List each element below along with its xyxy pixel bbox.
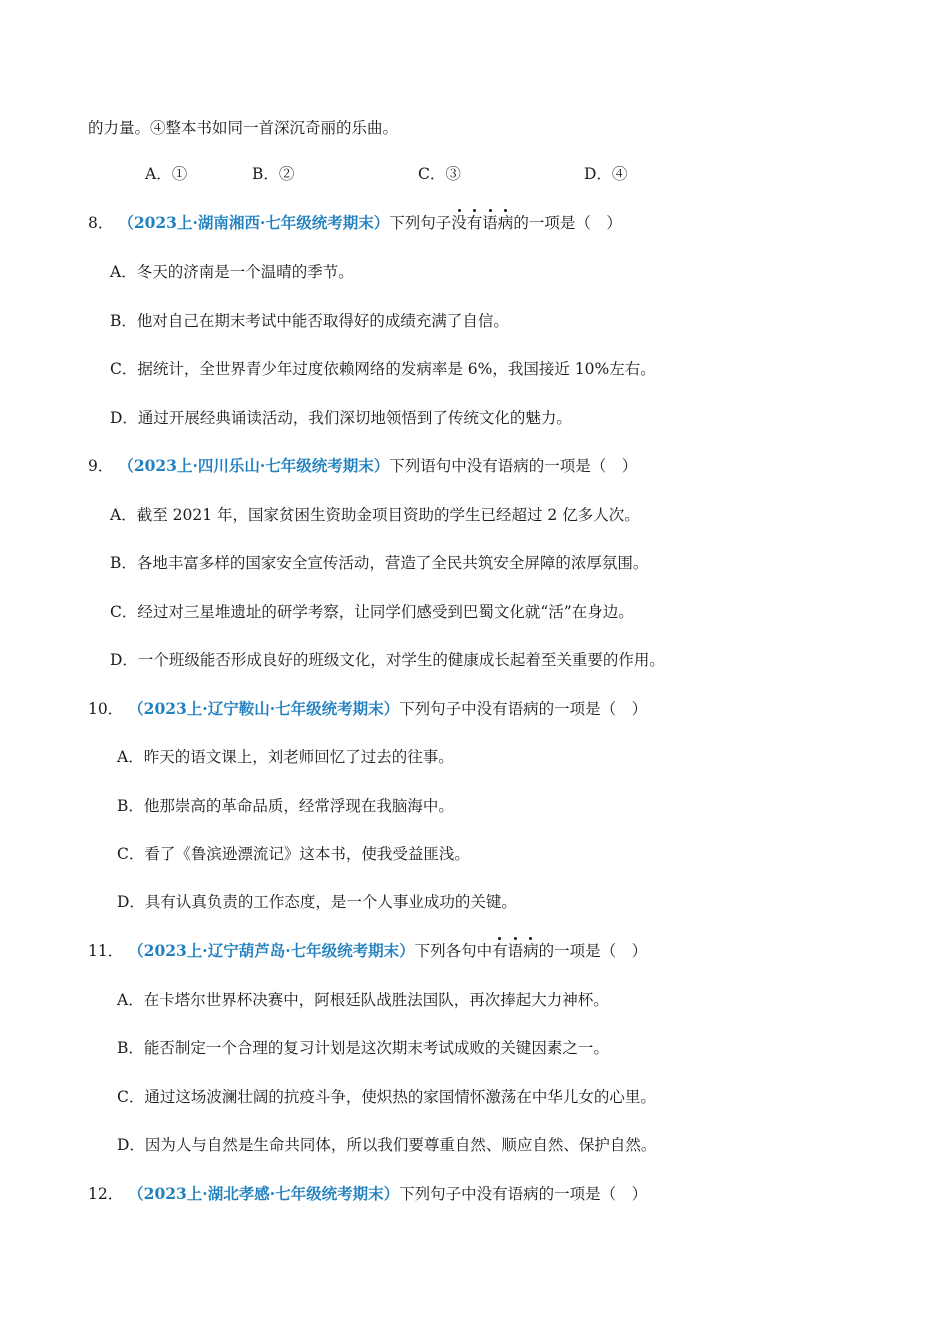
question-8-option-a[interactable]: A．冬天的济南是一个温晴的季节。: [110, 263, 354, 281]
question-8-stem: [88, 213, 622, 233]
question-source: （2023上·辽宁鞍山·七年级统考期末）: [128, 699, 400, 718]
question-stem-text: 下列句子中没有语病的一项是（ ）: [399, 700, 648, 718]
question-9-option-d[interactable]: D．一个班级能否形成良好的班级文化，对学生的健康成长起着至关重要的作用。: [110, 651, 665, 669]
intro-option-a[interactable]: A．①: [145, 165, 188, 183]
question-10-stem: [88, 699, 647, 719]
question-12-stem: [88, 1184, 647, 1204]
question-11-option-a[interactable]: A．在卡塔尔世界杯决赛中，阿根廷队战胜法国队，再次捧起大力神杯。: [117, 991, 609, 1009]
question-number: 10．: [88, 700, 124, 718]
question-10-option-c[interactable]: C．看了《鲁滨逊漂流记》这本书，使我受益匪浅。: [117, 845, 470, 863]
question-number: 8．: [88, 214, 114, 232]
question-11-option-c[interactable]: C．通过这场波澜壮阔的抗疫斗争，使炽热的家国情怀激荡在中华儿女的心里。: [117, 1088, 656, 1106]
question-number: 11．: [88, 942, 124, 960]
question-8-option-b[interactable]: B．他对自己在期末考试中能否取得好的成绩充满了自信。: [110, 312, 509, 330]
intro-option-b[interactable]: B．②: [252, 165, 295, 183]
question-9-option-a[interactable]: A．截至 2021 年，国家贫困生资助金项目资助的学生已经超过 2 亿多人次。: [110, 506, 640, 524]
emphasis-char: 有: [466, 214, 483, 232]
question-9-stem: [88, 456, 637, 476]
question-source: （2023上·湖北孝感·七年级统考期末）: [128, 1184, 400, 1203]
question-stem-tail: 的一项是（ ）: [538, 942, 648, 960]
question-10-option-a[interactable]: A．昨天的语文课上，刘老师回忆了过去的往事。: [117, 748, 454, 766]
question-source: （2023上·四川乐山·七年级统考期末）: [118, 456, 390, 475]
question-11-option-b[interactable]: B．能否制定一个合理的复习计划是这次期末考试成败的关键因素之一。: [117, 1039, 609, 1057]
question-source: （2023上·湖南湘西·七年级统考期末）: [118, 213, 390, 232]
intro-option-d[interactable]: D．④: [584, 165, 628, 183]
emphasis-char: 病: [523, 942, 539, 960]
question-10-option-b[interactable]: B．他那崇高的革命品质，经常浮现在我脑海中。: [117, 797, 454, 815]
question-number: 9．: [88, 457, 114, 475]
emphasis-char: 语: [507, 942, 524, 960]
question-9-option-c[interactable]: C．经过对三星堆遗址的研学考察，让同学们感受到巴蜀文化就“活”在身边。: [110, 603, 634, 621]
question-stem-text: 下列各句中: [414, 942, 493, 960]
emphasis-char: 病: [497, 214, 514, 232]
intro-continuation: 的力量。④整本书如同一首深沉奇丽的乐曲。: [88, 119, 399, 137]
question-stem-tail: 的一项是（ ）: [513, 214, 622, 232]
emphasis-char: 语: [482, 214, 498, 232]
question-9-option-b[interactable]: B．各地丰富多样的国家安全宣传活动，营造了全民共筑安全屏障的浓厚氛围。: [110, 554, 649, 572]
emphasis-char: 有: [492, 942, 508, 960]
question-stem-text: 下列句子中没有语病的一项是（ ）: [399, 1185, 648, 1203]
question-8-option-d[interactable]: D．通过开展经典诵读活动，我们深切地领悟到了传统文化的魅力。: [110, 409, 572, 427]
question-stem-text: 下列语句中没有语病的一项是（ ）: [389, 457, 638, 475]
intro-option-c[interactable]: C．③: [418, 165, 461, 183]
question-number: 12．: [88, 1185, 124, 1203]
emphasis-char: 没: [451, 214, 467, 232]
question-stem-text: 下列句子: [389, 214, 452, 232]
question-10-option-d[interactable]: D．具有认真负责的工作态度，是一个人事业成功的关键。: [117, 893, 517, 911]
question-11-stem: [88, 941, 647, 961]
question-source: （2023上·辽宁葫芦岛·七年级统考期末）: [128, 941, 415, 960]
question-11-option-d[interactable]: D．因为人与自然是生命共同体，所以我们要尊重自然、顺应自然、保护自然。: [117, 1136, 657, 1154]
question-8-option-c[interactable]: C．据统计，全世界青少年过度依赖网络的发病率是 6%，我国接近 10%左右。: [110, 360, 656, 378]
